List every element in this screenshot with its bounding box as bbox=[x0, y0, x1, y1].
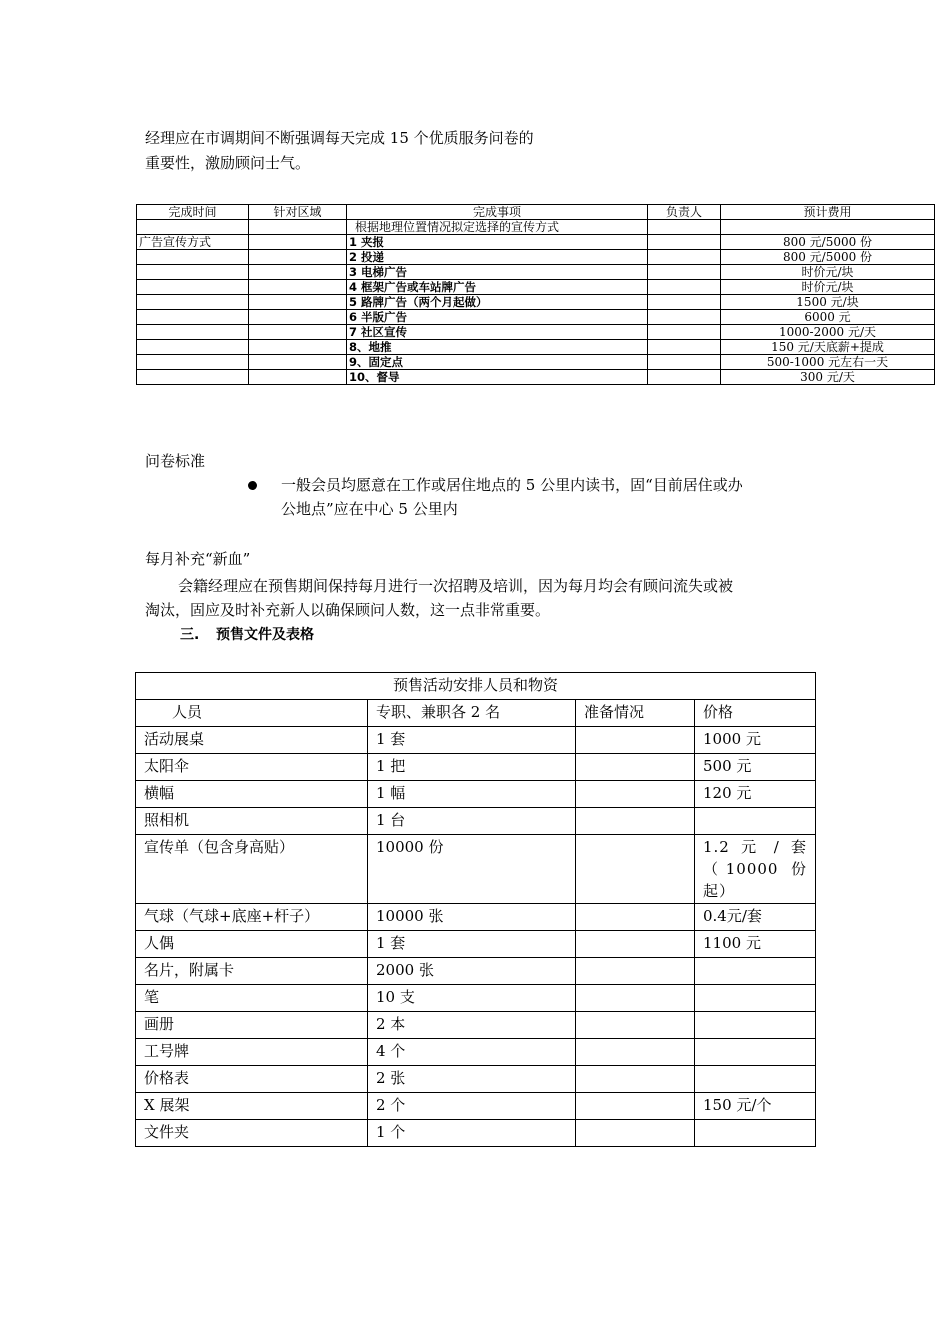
cell-item: 照相机 bbox=[136, 808, 368, 835]
cell-prep bbox=[576, 1066, 695, 1093]
table-row bbox=[136, 958, 816, 985]
table-row bbox=[137, 265, 935, 280]
cell-cost: 1500 元/块 bbox=[721, 295, 935, 310]
cell-owner bbox=[648, 280, 721, 295]
cell-owner bbox=[648, 250, 721, 265]
header-area: 针对区域 bbox=[249, 205, 347, 220]
cell-item: 1 夹报 bbox=[347, 235, 648, 250]
header-staff: 专职、兼职各 2 名 bbox=[368, 700, 576, 727]
cell-qty: 10000 份 bbox=[368, 835, 576, 904]
cell-item: 笔 bbox=[136, 985, 368, 1012]
cell-prep bbox=[576, 904, 695, 931]
table-row bbox=[137, 310, 935, 325]
cell-price: 1.2 元 / 套（10000 份起） bbox=[695, 835, 816, 904]
table-row bbox=[136, 1120, 816, 1147]
cell-time bbox=[137, 220, 249, 235]
table-row bbox=[136, 754, 816, 781]
monthly-para-line-2: 淘汰，固应及时补充新人以确保顾问人数，这一点非常重要。 bbox=[145, 601, 551, 619]
table-header-row bbox=[137, 205, 935, 220]
table-row bbox=[137, 235, 935, 250]
intro-line-2: 重要性，激励顾问士气。 bbox=[145, 154, 311, 172]
cell-owner bbox=[648, 325, 721, 340]
cell-item: 太阳伞 bbox=[136, 754, 368, 781]
cell-price: 500 元 bbox=[695, 754, 816, 781]
cell-prep bbox=[576, 808, 695, 835]
cell-owner bbox=[648, 370, 721, 385]
cell-item: X 展架 bbox=[136, 1093, 368, 1120]
cell-prep bbox=[576, 985, 695, 1012]
cell-cost: 时价元/块 bbox=[721, 265, 935, 280]
cell-qty: 1 套 bbox=[368, 727, 576, 754]
cell-item: 活动展桌 bbox=[136, 727, 368, 754]
header-time: 完成时间 bbox=[137, 205, 249, 220]
header-price: 价格 bbox=[695, 700, 816, 727]
cell-cost: 300 元/天 bbox=[721, 370, 935, 385]
table-row bbox=[136, 1039, 816, 1066]
table-row bbox=[137, 280, 935, 295]
cell-time bbox=[137, 280, 249, 295]
cell-price bbox=[695, 985, 816, 1012]
cell-price bbox=[695, 1066, 816, 1093]
cell-qty: 1 把 bbox=[368, 754, 576, 781]
bullet-text-line-2: 公地点”应在中心 5 公里内 bbox=[281, 500, 458, 518]
cell-owner bbox=[648, 220, 721, 235]
cell-qty: 1 台 bbox=[368, 808, 576, 835]
header-item: 完成事项 bbox=[347, 205, 648, 220]
cell-item: 3 电梯广告 bbox=[347, 265, 648, 280]
presale-materials-table bbox=[135, 672, 816, 1147]
cell-price bbox=[695, 958, 816, 985]
bullet-icon bbox=[248, 481, 257, 490]
cell-owner bbox=[648, 265, 721, 280]
cell-time: 广告宣传方式 bbox=[137, 235, 249, 250]
table-row bbox=[136, 931, 816, 958]
advertising-plan-table bbox=[136, 204, 935, 385]
table-row bbox=[136, 727, 816, 754]
table-title: 预售活动安排人员和物资 bbox=[136, 673, 816, 700]
cell-item: 宣传单（包含身高贴） bbox=[136, 835, 368, 904]
header-personnel: 人员 bbox=[136, 700, 368, 727]
cell-price bbox=[695, 1039, 816, 1066]
cell-time bbox=[137, 325, 249, 340]
bullet-text-line-1: 一般会员均愿意在工作或居住地点的 5 公里内读书，固“目前居住或办 bbox=[281, 476, 743, 494]
cell-prep bbox=[576, 1012, 695, 1039]
cell-price: 1000 元 bbox=[695, 727, 816, 754]
cell-area bbox=[249, 220, 347, 235]
cell-price: 150 元/个 bbox=[695, 1093, 816, 1120]
cell-time bbox=[137, 355, 249, 370]
cell-item: 价格表 bbox=[136, 1066, 368, 1093]
cell-item: 工号牌 bbox=[136, 1039, 368, 1066]
table-row bbox=[137, 295, 935, 310]
cell-prep bbox=[576, 754, 695, 781]
cell-area bbox=[249, 355, 347, 370]
cell-prep bbox=[576, 835, 695, 904]
header-owner: 负责人 bbox=[648, 205, 721, 220]
cell-area bbox=[249, 340, 347, 355]
cell-item: 10、督导 bbox=[347, 370, 648, 385]
cell-prep bbox=[576, 958, 695, 985]
questionnaire-heading: 问卷标准 bbox=[145, 452, 206, 470]
cell-time bbox=[137, 310, 249, 325]
cell-prep bbox=[576, 1039, 695, 1066]
cell-area bbox=[249, 235, 347, 250]
cell-cost bbox=[721, 220, 935, 235]
cell-qty: 2 个 bbox=[368, 1093, 576, 1120]
cell-owner bbox=[648, 235, 721, 250]
cell-area bbox=[249, 325, 347, 340]
cell-qty: 2 张 bbox=[368, 1066, 576, 1093]
table-row bbox=[136, 985, 816, 1012]
cell-area bbox=[249, 250, 347, 265]
cell-cost: 1000-2000 元/天 bbox=[721, 325, 935, 340]
cell-item: 4 框架广告或车站牌广告 bbox=[347, 280, 648, 295]
cell-owner bbox=[648, 310, 721, 325]
cell-owner bbox=[648, 340, 721, 355]
monthly-para-line-1: 会籍经理应在预售期间保持每月进行一次招聘及培训，因为每月均会有顾问流失或被 bbox=[178, 577, 734, 595]
cell-qty: 1 个 bbox=[368, 1120, 576, 1147]
section-3-number: 三. bbox=[180, 627, 200, 643]
cell-price: 1100 元 bbox=[695, 931, 816, 958]
cell-area bbox=[249, 280, 347, 295]
cell-item: 5 路牌广告（两个月起做） bbox=[347, 295, 648, 310]
table-row bbox=[137, 355, 935, 370]
table-row bbox=[136, 1012, 816, 1039]
cell-price bbox=[695, 1120, 816, 1147]
table-row bbox=[136, 835, 816, 904]
cell-item: 横幅 bbox=[136, 781, 368, 808]
cell-item: 根据地理位置情况拟定选择的宣传方式 bbox=[347, 220, 648, 235]
cell-cost: 时价元/块 bbox=[721, 280, 935, 295]
cell-item: 7 社区宣传 bbox=[347, 325, 648, 340]
cell-cost: 6000 元 bbox=[721, 310, 935, 325]
cell-time bbox=[137, 340, 249, 355]
cell-area bbox=[249, 295, 347, 310]
cell-item: 9、固定点 bbox=[347, 355, 648, 370]
table-row bbox=[137, 340, 935, 355]
cell-owner bbox=[648, 355, 721, 370]
cell-cost: 150 元/天底薪+提成 bbox=[721, 340, 935, 355]
table-row bbox=[137, 220, 935, 235]
cell-area bbox=[249, 310, 347, 325]
cell-cost: 800 元/5000 份 bbox=[721, 250, 935, 265]
cell-cost: 800 元/5000 份 bbox=[721, 235, 935, 250]
header-cost: 预计费用 bbox=[721, 205, 935, 220]
cell-time bbox=[137, 265, 249, 280]
table-row bbox=[136, 904, 816, 931]
table-row bbox=[136, 1093, 816, 1120]
cell-item: 气球（气球+底座+杆子） bbox=[136, 904, 368, 931]
table-row bbox=[136, 781, 816, 808]
cell-qty: 1 套 bbox=[368, 931, 576, 958]
cell-prep bbox=[576, 1093, 695, 1120]
cell-item: 人偶 bbox=[136, 931, 368, 958]
table-header-row bbox=[136, 700, 816, 727]
header-prep: 准备情况 bbox=[576, 700, 695, 727]
cell-time bbox=[137, 295, 249, 310]
cell-time bbox=[137, 250, 249, 265]
cell-item: 8、地推 bbox=[347, 340, 648, 355]
cell-qty: 10000 张 bbox=[368, 904, 576, 931]
cell-price bbox=[695, 1012, 816, 1039]
cell-area bbox=[249, 370, 347, 385]
cell-item: 画册 bbox=[136, 1012, 368, 1039]
cell-owner bbox=[648, 295, 721, 310]
cell-item: 2 投递 bbox=[347, 250, 648, 265]
cell-qty: 1 幅 bbox=[368, 781, 576, 808]
section-3-title: 预售文件及表格 bbox=[216, 627, 314, 643]
cell-item: 文件夹 bbox=[136, 1120, 368, 1147]
monthly-heading: 每月补充“新血” bbox=[145, 550, 251, 568]
cell-cost: 500-1000 元左右一天 bbox=[721, 355, 935, 370]
cell-prep bbox=[576, 727, 695, 754]
cell-price: 120 元 bbox=[695, 781, 816, 808]
cell-time bbox=[137, 370, 249, 385]
cell-price: 0.4元/套 bbox=[695, 904, 816, 931]
cell-item: 6 半版广告 bbox=[347, 310, 648, 325]
table-title-row bbox=[136, 673, 816, 700]
table-row bbox=[136, 808, 816, 835]
cell-prep bbox=[576, 1120, 695, 1147]
cell-item: 名片，附属卡 bbox=[136, 958, 368, 985]
intro-line-1: 经理应在市调期间不断强调每天完成 15 个优质服务问卷的 bbox=[145, 129, 534, 147]
table-row bbox=[137, 250, 935, 265]
table-row bbox=[137, 325, 935, 340]
cell-prep bbox=[576, 931, 695, 958]
cell-qty: 10 支 bbox=[368, 985, 576, 1012]
cell-prep bbox=[576, 781, 695, 808]
cell-qty: 2000 张 bbox=[368, 958, 576, 985]
cell-qty: 2 本 bbox=[368, 1012, 576, 1039]
table-row bbox=[137, 370, 935, 385]
cell-area bbox=[249, 265, 347, 280]
table-row bbox=[136, 1066, 816, 1093]
cell-qty: 4 个 bbox=[368, 1039, 576, 1066]
cell-price bbox=[695, 808, 816, 835]
